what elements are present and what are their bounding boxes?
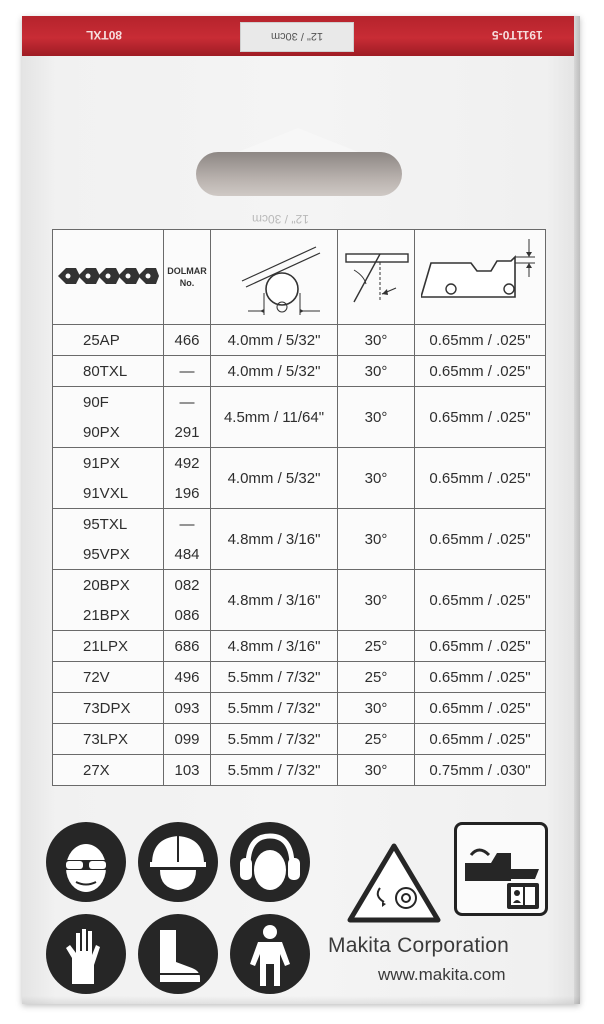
chain-type-cell: 80TXL — [53, 356, 164, 387]
depth-gauge-cell: 0.65mm / .025" — [415, 724, 546, 755]
dolmar-no-cell: 484 — [164, 539, 211, 570]
table-row — [53, 356, 546, 387]
eye-protection-icon — [46, 822, 126, 902]
saw-chain-column-header — [53, 230, 164, 325]
company-url: www.makita.com — [378, 965, 506, 984]
table-row — [53, 631, 546, 662]
filing-angle-cell: 30° — [338, 356, 415, 387]
chain-type-cell: 25AP — [53, 325, 164, 356]
chain-type-cell: 72V — [53, 662, 164, 693]
flap-window — [240, 22, 354, 52]
dolmar-no-cell: 291 — [164, 417, 211, 448]
dolmar-label: DOLMAR — [167, 266, 207, 276]
depth-gauge-cell: 0.65mm / .025" — [415, 387, 546, 448]
table-row — [53, 755, 546, 786]
chain-type-cell: 90PX — [53, 417, 164, 448]
file-diameter-cell: 4.0mm / 5/32" — [211, 448, 338, 509]
file-diameter-cell: 4.8mm / 3/16" — [211, 570, 338, 631]
dolmar-no-column-header — [164, 230, 211, 325]
file-diameter-cell: 5.5mm / 7/32" — [211, 755, 338, 786]
filing-angle-column-header — [338, 230, 415, 325]
flap-model: 80TXL — [86, 28, 123, 42]
gloves-icon — [46, 914, 126, 994]
read-manual-icon — [454, 822, 548, 916]
filing-angle-cell: 25° — [338, 662, 415, 693]
file-diameter-cell: 4.5mm / 11/64" — [211, 387, 338, 448]
table-row — [53, 570, 546, 601]
dolmar-no-cell: — — [164, 509, 211, 540]
filing-angle-cell: 30° — [338, 387, 415, 448]
flap-window-text: 12" / 30cm — [270, 30, 324, 42]
depth-gauge-icon — [421, 233, 539, 317]
depth-gauge-cell: 0.65mm / .025" — [415, 570, 546, 631]
filing-angle-cell: 30° — [338, 755, 415, 786]
dolmar-no-cell: 496 — [164, 662, 211, 693]
red-top-flap — [22, 16, 580, 56]
dolmar-no-cell: 196 — [164, 478, 211, 509]
dolmar-no-cell: 086 — [164, 600, 211, 631]
chain-type-cell: 95VPX — [53, 539, 164, 570]
depth-gauge-cell: 0.65mm / .025" — [415, 448, 546, 509]
dolmar-no-cell: 082 — [164, 570, 211, 601]
table-header-row — [53, 230, 546, 325]
table-row — [53, 448, 546, 479]
filing-angle-icon — [340, 240, 412, 310]
depth-gauge-cell: 0.65mm / .025" — [415, 356, 546, 387]
dolmar-no-cell: 103 — [164, 755, 211, 786]
flap-code: 1911T0-5 — [492, 28, 543, 42]
chain-type-cell: 73LPX — [53, 724, 164, 755]
filing-angle-cell: 30° — [338, 693, 415, 724]
show-through-text: 12" / 30cm — [252, 212, 309, 226]
filing-angle-cell: 30° — [338, 509, 415, 570]
table-row — [53, 325, 546, 356]
chain-type-cell: 21BPX — [53, 600, 164, 631]
hanger-slot — [196, 152, 402, 196]
round-file-icon — [224, 233, 324, 317]
dolmar-no-cell: 466 — [164, 325, 211, 356]
chain-type-cell: 27X — [53, 755, 164, 786]
dolmar-no-cell: 093 — [164, 693, 211, 724]
filing-angle-cell: 30° — [338, 570, 415, 631]
depth-gauge-column-header — [415, 230, 546, 325]
chain-type-cell: 91PX — [53, 448, 164, 479]
table-row — [53, 693, 546, 724]
table-row — [53, 509, 546, 540]
filing-angle-cell: 25° — [338, 631, 415, 662]
filing-angle-cell: 25° — [338, 724, 415, 755]
depth-gauge-cell: 0.65mm / .025" — [415, 509, 546, 570]
file-diameter-cell: 5.5mm / 7/32" — [211, 724, 338, 755]
chain-type-cell: 73DPX — [53, 693, 164, 724]
helmet-icon — [138, 822, 218, 902]
chain-type-cell: 21LPX — [53, 631, 164, 662]
dolmar-no-cell: — — [164, 387, 211, 418]
kickback-warning-icon — [344, 840, 444, 924]
table-row — [53, 724, 546, 755]
file-diameter-cell: 4.0mm / 5/32" — [211, 356, 338, 387]
file-diameter-cell: 5.5mm / 7/32" — [211, 662, 338, 693]
dolmar-no-cell: 492 — [164, 448, 211, 479]
file-diameter-column-header — [211, 230, 338, 325]
depth-gauge-cell: 0.65mm / .025" — [415, 693, 546, 724]
table-row — [53, 662, 546, 693]
saw-chain-icon — [56, 260, 160, 290]
hanger-tab — [238, 128, 358, 152]
file-diameter-cell: 4.0mm / 5/32" — [211, 325, 338, 356]
company-name: Makita Corporation — [328, 934, 510, 957]
file-diameter-cell: 5.5mm / 7/32" — [211, 693, 338, 724]
chain-type-cell: 91VXL — [53, 478, 164, 509]
depth-gauge-cell: 0.65mm / .025" — [415, 325, 546, 356]
ear-protection-icon — [230, 822, 310, 902]
protective-clothing-icon — [230, 914, 310, 994]
file-diameter-cell: 4.8mm / 3/16" — [211, 509, 338, 570]
chain-type-cell: 90F — [53, 387, 164, 418]
depth-gauge-cell: 0.75mm / .030" — [415, 755, 546, 786]
file-diameter-cell: 4.8mm / 3/16" — [211, 631, 338, 662]
dolmar-no-cell: — — [164, 356, 211, 387]
sharpening-spec-table — [52, 229, 546, 786]
filing-angle-cell: 30° — [338, 325, 415, 356]
no-label: No. — [179, 278, 195, 288]
depth-gauge-cell: 0.65mm / .025" — [415, 631, 546, 662]
box-edge — [574, 16, 580, 1004]
table-row — [53, 387, 546, 418]
chain-type-cell: 95TXL — [53, 509, 164, 540]
dolmar-no-cell: 686 — [164, 631, 211, 662]
safety-boots-icon — [138, 914, 218, 994]
dolmar-no-cell: 099 — [164, 724, 211, 755]
box-bottom-shade — [22, 996, 580, 1004]
filing-angle-cell: 30° — [338, 448, 415, 509]
depth-gauge-cell: 0.65mm / .025" — [415, 662, 546, 693]
chain-type-cell: 20BPX — [53, 570, 164, 601]
chain-box — [22, 16, 580, 1004]
